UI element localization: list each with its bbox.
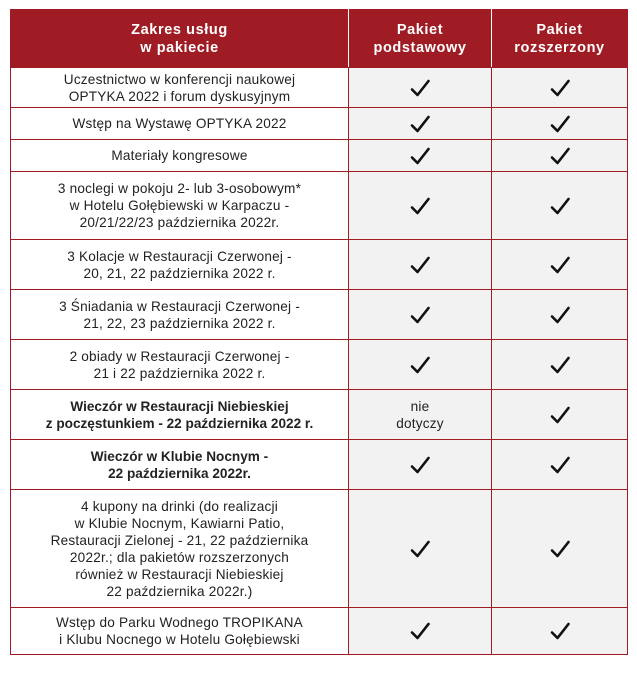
check-mark-icon (549, 620, 571, 642)
table-body (11, 68, 628, 655)
extended-package-cell (492, 390, 628, 440)
header-service-scope: Zakres usług w pakiecie (11, 10, 349, 68)
table-row (11, 140, 628, 172)
extended-package-cell (492, 240, 628, 290)
table-row (11, 340, 628, 390)
package-comparison-table (10, 9, 628, 655)
check-mark-icon (409, 304, 431, 326)
table-row (11, 608, 628, 655)
table-header (11, 10, 628, 68)
table-row (11, 68, 628, 108)
service-cell: Wstęp na Wystawę OPTYKA 2022 (11, 108, 349, 140)
service-cell: 3 Śniadania w Restauracji Czerwonej - 21, 22, 23 października 2022 r. (11, 290, 349, 340)
header-basic-package: Pakiet podstawowy (349, 10, 492, 68)
service-cell: Uczestnictwo w konferencji naukowej OPTYKA 2022 i forum dyskusyjnym (11, 68, 349, 108)
table-row (11, 108, 628, 140)
extended-package-cell (492, 290, 628, 340)
extended-package-cell (492, 608, 628, 655)
check-mark-icon (549, 145, 571, 167)
table-row (11, 490, 628, 608)
service-cell: 2 obiady w Restauracji Czerwonej - 21 i 22 października 2022 r. (11, 340, 349, 390)
header-row (11, 10, 628, 68)
basic-package-cell (349, 140, 492, 172)
extended-package-cell (492, 440, 628, 490)
service-cell: Materiały kongresowe (11, 140, 349, 172)
basic-package-cell (349, 108, 492, 140)
check-mark-icon (549, 113, 571, 135)
service-cell: Wieczór w Restauracji Niebieskiej z poczęstunkiem - 22 października 2022 r. (11, 390, 349, 440)
service-cell: 4 kupony na drinki (do realizacji w Klubie Nocnym, Kawiarni Patio, Restauracji Zielonej - 21, 22 października 2022r.; dla pakietów rozszerzonych również w Restauracji Niebieskiej 22 października 2022r.) (11, 490, 349, 608)
check-mark-icon (549, 77, 571, 99)
check-mark-icon (409, 145, 431, 167)
check-mark-icon (409, 77, 431, 99)
extended-package-cell (492, 140, 628, 172)
check-mark-icon (549, 354, 571, 376)
service-cell: Wstęp do Parku Wodnego TROPIKANA i Klubu Nocnego w Hotelu Gołębiewski (11, 608, 349, 655)
service-cell: 3 Kolacje w Restauracji Czerwonej - 20, 21, 22 października 2022 r. (11, 240, 349, 290)
basic-package-cell (349, 608, 492, 655)
check-mark-icon (409, 195, 431, 217)
table-row (11, 240, 628, 290)
header-extended-package: Pakiet rozszerzony (492, 10, 628, 68)
table-row (11, 440, 628, 490)
check-mark-icon (409, 454, 431, 476)
check-mark-icon (549, 404, 571, 426)
basic-package-cell (349, 172, 492, 240)
basic-package-cell (349, 440, 492, 490)
extended-package-cell (492, 490, 628, 608)
check-mark-icon (409, 113, 431, 135)
check-mark-icon (409, 354, 431, 376)
extended-package-cell (492, 172, 628, 240)
check-mark-icon (549, 195, 571, 217)
basic-package-cell: nie dotyczy (349, 390, 492, 440)
check-mark-icon (409, 254, 431, 276)
service-cell: 3 noclegi w pokoju 2- lub 3-osobowym* w Hotelu Gołębiewski w Karpaczu - 20/21/22/23 października 2022r. (11, 172, 349, 240)
check-mark-icon (549, 454, 571, 476)
table-row (11, 172, 628, 240)
table-row (11, 390, 628, 440)
check-mark-icon (409, 538, 431, 560)
basic-package-cell (349, 290, 492, 340)
extended-package-cell (492, 68, 628, 108)
extended-package-cell (492, 108, 628, 140)
table-row (11, 290, 628, 340)
check-mark-icon (549, 538, 571, 560)
check-mark-icon (409, 620, 431, 642)
extended-package-cell (492, 340, 628, 390)
basic-package-cell (349, 490, 492, 608)
basic-package-cell (349, 340, 492, 390)
service-cell: Wieczór w Klubie Nocnym - 22 października 2022r. (11, 440, 349, 490)
basic-package-cell (349, 68, 492, 108)
check-mark-icon (549, 254, 571, 276)
basic-package-cell (349, 240, 492, 290)
check-mark-icon (549, 304, 571, 326)
